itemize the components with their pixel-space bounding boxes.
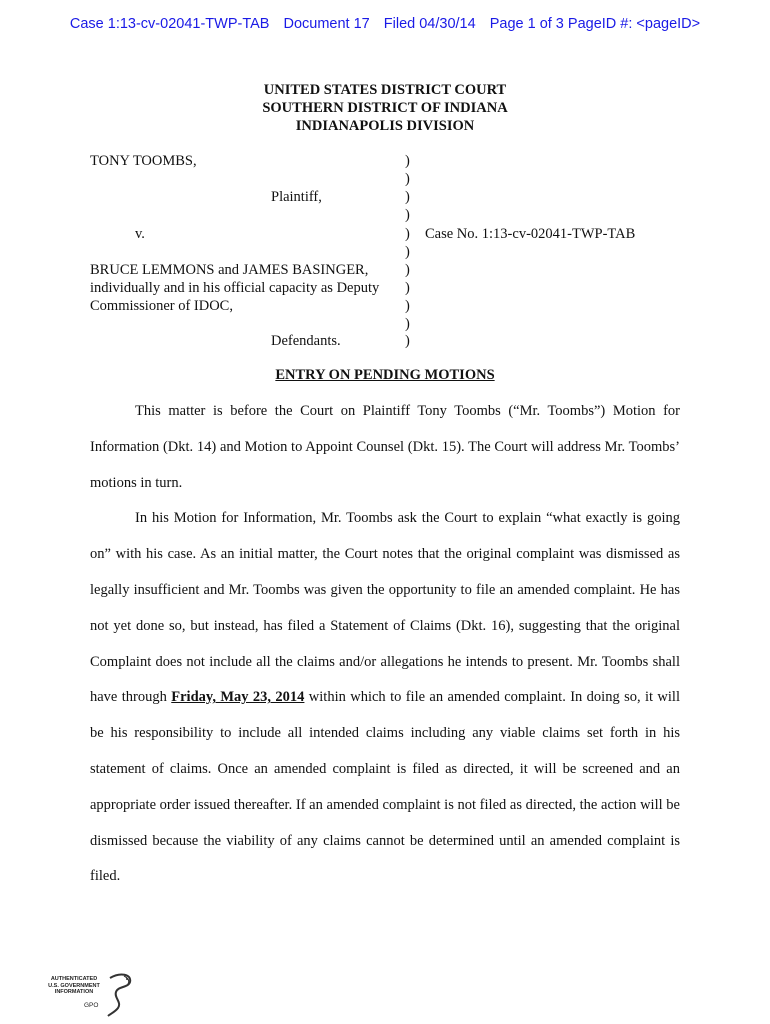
caption-paren: ) [405, 226, 410, 242]
caption-paren: ) [405, 207, 410, 223]
caption-paren: ) [405, 333, 410, 349]
eagle-icon [106, 972, 136, 1018]
gpo-authentication-logo [40, 972, 140, 1018]
defendants-line-3: Commissioner of IDOC, [90, 298, 233, 314]
plaintiff-role: Plaintiff, [271, 189, 322, 205]
entry-body [90, 394, 680, 895]
caption-paren: ) [405, 316, 410, 332]
caption-paren: ) [405, 298, 410, 314]
entry-title: ENTRY ON PENDING MOTIONS [275, 367, 495, 383]
header-case-number: Case 1:13-cv-02041-TWP-TAB [69, 16, 270, 32]
court-district: SOUTHERN DISTRICT OF INDIANA [262, 100, 508, 116]
paragraph-text: within which to file an amended complaint. In doing so, it will be his responsibility to include all intended claims including any viable claims set forth in his statement of claims. Once an amended complaint is filed as directed, it will be screened and an appropriate order issued thereafter. If an amended complaint is not filed as directed, the action will be dismissed because the viability of any claims cannot be determined until an amended complaint is filed. [90, 689, 680, 885]
court-heading [0, 81, 770, 135]
caption-paren: ) [405, 171, 410, 187]
gpo-logo-text [40, 976, 108, 996]
gpo-logo-line: AUTHENTICATED [50, 976, 98, 982]
paragraph-text: In his Motion for Information, Mr. Toombs ask the Court to explain “what exactly is going on” with his case. As an initial matter, the Court notes that the original complaint was dismissed as legally insufficient and Mr. Toombs was given the opportunity to file an amended complaint. He has not yet done so, but instead, has filed a Statement of Claims (Dkt. 16), suggesting that the original Complaint does not include all the claims and/or allegations he intends to present. Mr. Toombs shall have through [90, 510, 680, 706]
court-name: UNITED STATES DISTRICT COURT [263, 82, 507, 98]
caption-paren: ) [405, 189, 410, 205]
amended-complaint-deadline: Friday, May 23, 2014 [171, 689, 305, 706]
caption-paren: ) [405, 244, 410, 260]
header-filed-date: Filed 04/30/14 [383, 16, 476, 32]
plaintiff-name: TONY TOOMBS, [90, 153, 197, 169]
gpo-abbreviation: GPO [84, 1002, 99, 1009]
gpo-logo-line: INFORMATION [54, 989, 94, 995]
case-number: Case No. 1:13-cv-02041-TWP-TAB [425, 226, 636, 242]
defendants-role: Defendants. [271, 333, 341, 349]
ecf-header [0, 16, 770, 32]
caption-paren: ) [405, 262, 410, 278]
court-division: INDIANAPOLIS DIVISION [295, 118, 475, 134]
paragraph-motions: This matter is before the Court on Plaintiff Tony Toombs (“Mr. Toombs”) Motion for Information (Dkt. 14) and Motion to Appoint Counsel (Dkt. 15). The Court will address Mr. Toombs’ motions in turn. [90, 403, 680, 491]
header-page-info: Page 1 of 3 PageID #: <pageID> [489, 16, 701, 32]
case-caption [0, 152, 770, 352]
versus-label: v. [135, 226, 145, 242]
gpo-logo-line: U.S. GOVERNMENT [48, 982, 100, 989]
defendants-line-1: BRUCE LEMMONS and JAMES BASINGER, [90, 262, 369, 278]
caption-paren: ) [405, 153, 410, 169]
defendants-line-2: individually and in his official capacity as Deputy [90, 280, 380, 296]
header-document-number: Document 17 [283, 16, 370, 32]
caption-paren: ) [405, 280, 410, 296]
paragraph-motion-for-information [90, 501, 680, 895]
